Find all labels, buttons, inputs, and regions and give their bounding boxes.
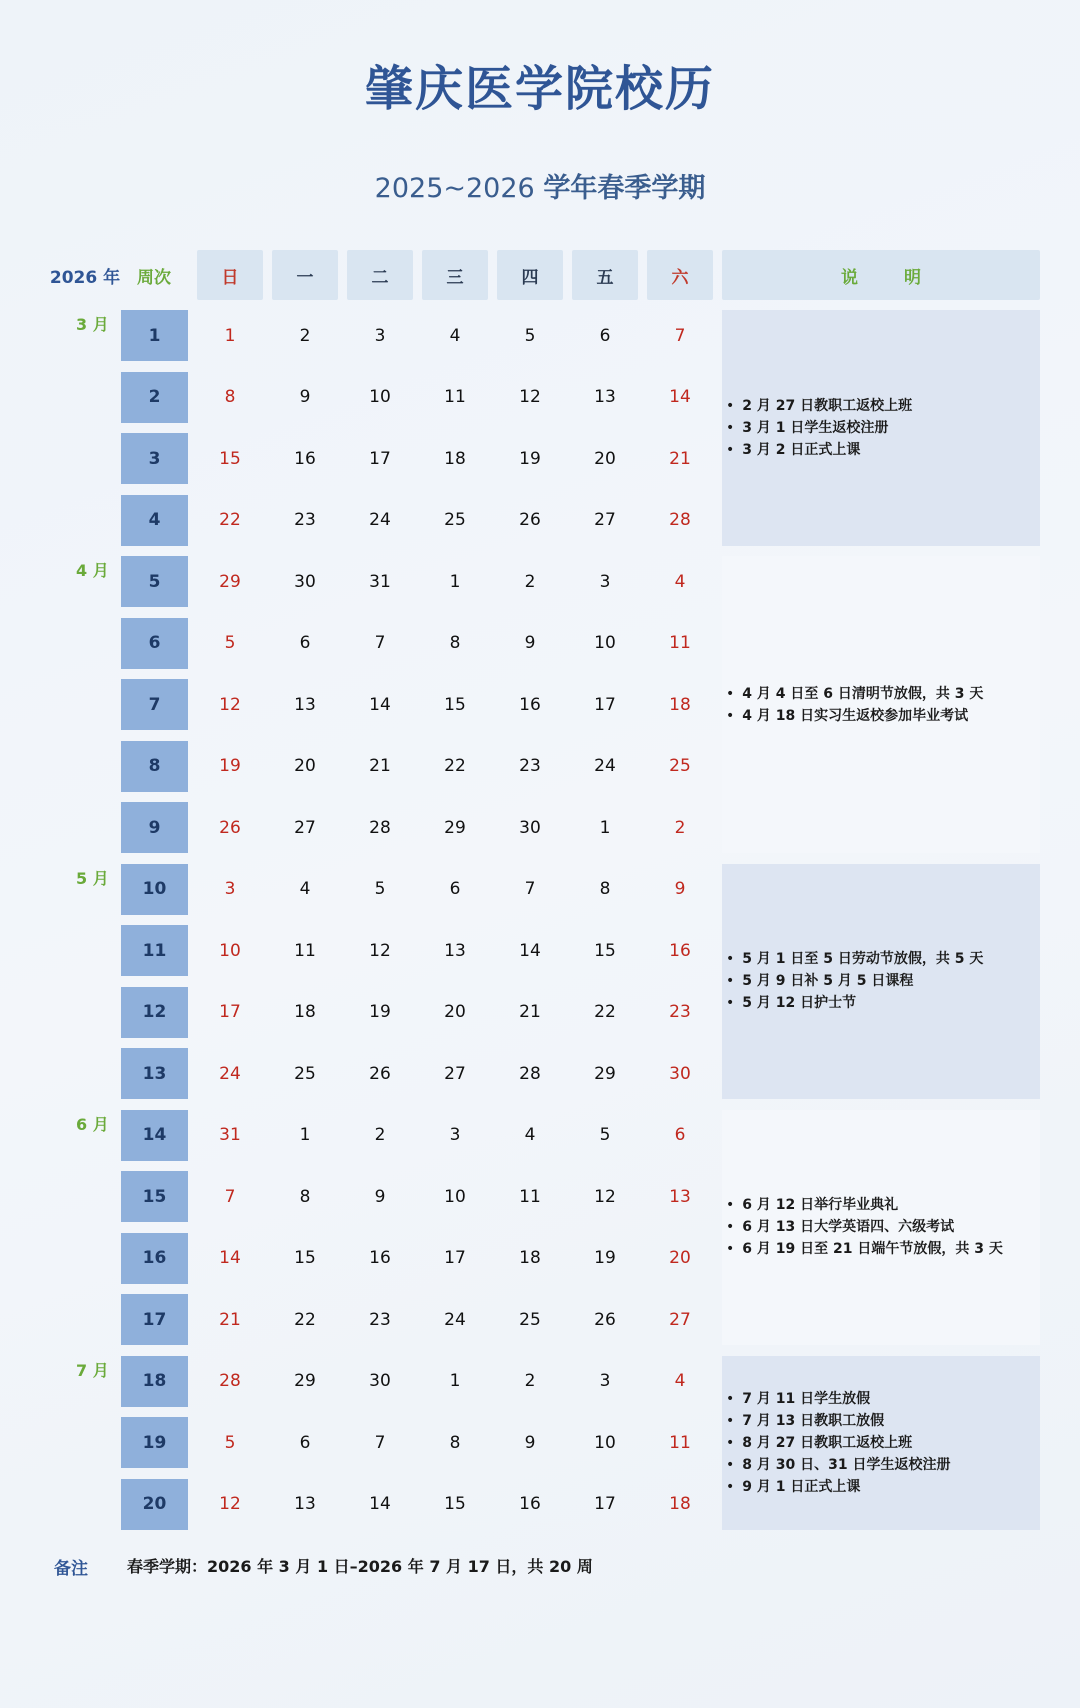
day-cell: 22 <box>444 756 466 776</box>
note-line: • 6 月 12 日举行毕业典礼 <box>726 1194 1040 1216</box>
day-cell: 27 <box>669 1309 691 1330</box>
day-cell: 27 <box>444 1063 466 1084</box>
day-cell: 9 <box>299 387 311 407</box>
day-cell: 30 <box>294 571 316 592</box>
day-cell: 17 <box>219 1002 241 1022</box>
day-cell: 13 <box>444 940 466 961</box>
month-label: 7 月 <box>76 1360 109 1380</box>
day-cell: 17 <box>444 1248 466 1268</box>
week-number: 5 <box>121 556 188 607</box>
day-cell: 6 <box>449 879 461 899</box>
day-cell: 2 <box>524 571 536 592</box>
day-cell: 8 <box>299 1186 311 1207</box>
day-cell: 20 <box>294 756 316 776</box>
week-number: 13 <box>121 1048 188 1099</box>
subtitle-year: 2025~2026 <box>374 173 535 204</box>
day-cell: 21 <box>369 756 391 776</box>
day-cell: 15 <box>219 448 241 469</box>
day-cell: 2 <box>674 817 686 838</box>
day-cell: 16 <box>519 1494 541 1514</box>
day-cell: 4 <box>674 1371 686 1391</box>
day-cell: 9 <box>524 1432 536 1453</box>
day-cell: 20 <box>669 1248 691 1268</box>
day-cell: 8 <box>599 879 611 899</box>
day-cell: 15 <box>444 1494 466 1514</box>
day-cell: 3 <box>224 879 236 899</box>
day-cell: 18 <box>519 1248 541 1268</box>
day-cell: 6 <box>299 633 311 653</box>
note-line: • 5 月 1 日至 5 日劳动节放假，共 5 天 <box>726 948 1040 970</box>
day-cell: 6 <box>674 1125 686 1145</box>
day-cell: 2 <box>299 325 311 346</box>
note-block <box>722 1110 1040 1346</box>
note-line: • 9 月 1 日正式上课 <box>726 1476 1040 1498</box>
day-cell: 15 <box>594 940 616 961</box>
day-cell: 9 <box>524 633 536 653</box>
week-number: 19 <box>121 1417 188 1468</box>
week-number: 1 <box>121 310 188 361</box>
week-number: 15 <box>121 1171 188 1222</box>
day-cell: 20 <box>444 1002 466 1022</box>
day-cell: 7 <box>374 1432 386 1453</box>
day-cell: 5 <box>224 633 236 653</box>
day-cell: 24 <box>444 1309 466 1330</box>
footer-label: 备注 <box>54 1559 88 1579</box>
page-subtitle <box>0 166 1080 205</box>
day-cell: 13 <box>594 387 616 407</box>
day-cell: 22 <box>594 1002 616 1022</box>
day-cell: 12 <box>369 940 391 961</box>
day-cell: 31 <box>219 1125 241 1145</box>
day-cell: 23 <box>369 1309 391 1330</box>
day-cell: 11 <box>444 387 466 407</box>
day-cell: 6 <box>599 325 611 346</box>
note-block <box>722 1356 1040 1530</box>
day-cell: 30 <box>669 1063 691 1084</box>
day-cell: 12 <box>219 694 241 715</box>
day-cell: 26 <box>519 510 541 530</box>
day-cell: 21 <box>669 448 691 469</box>
day-cell: 28 <box>519 1063 541 1084</box>
week-number: 4 <box>121 495 188 546</box>
day-cell: 14 <box>369 1494 391 1514</box>
day-cell: 11 <box>669 633 691 653</box>
day-cell: 9 <box>374 1186 386 1207</box>
day-cell: 16 <box>519 694 541 715</box>
week-number: 9 <box>121 802 188 853</box>
day-cell: 4 <box>449 325 461 346</box>
day-cell: 14 <box>369 694 391 715</box>
month-label: 6 月 <box>76 1114 109 1134</box>
note-line: • 3 月 2 日正式上课 <box>726 439 1040 461</box>
day-cell: 16 <box>369 1248 391 1268</box>
day-cell: 19 <box>519 448 541 469</box>
day-cell: 12 <box>519 387 541 407</box>
week-number: 18 <box>121 1356 188 1407</box>
day-cell: 11 <box>294 940 316 961</box>
week-number: 17 <box>121 1294 188 1345</box>
day-cell: 28 <box>669 510 691 530</box>
day-cell: 23 <box>669 1002 691 1022</box>
month-label: 5 月 <box>76 868 109 888</box>
day-cell: 23 <box>519 756 541 776</box>
footer-text: 春季学期：2026 年 3 月 1 日–2026 年 7 月 17 日，共 20 周 <box>127 1557 593 1576</box>
day-cell: 10 <box>594 1432 616 1453</box>
note-line: • 7 月 13 日教职工放假 <box>726 1410 1040 1432</box>
day-cell: 3 <box>599 1371 611 1391</box>
day-cell: 4 <box>524 1125 536 1145</box>
day-cell: 13 <box>294 694 316 715</box>
week-number: 20 <box>121 1479 188 1530</box>
day-cell: 1 <box>449 1371 461 1391</box>
day-cell: 11 <box>519 1186 541 1207</box>
day-cell: 18 <box>294 1002 316 1022</box>
day-cell: 19 <box>369 1002 391 1022</box>
note-line: • 8 月 27 日教职工返校上班 <box>726 1432 1040 1454</box>
day-cell: 18 <box>669 1494 691 1514</box>
week-number: 10 <box>121 864 188 915</box>
day-cell: 27 <box>294 817 316 838</box>
month-label: 3 月 <box>76 315 109 334</box>
day-cell: 18 <box>444 448 466 469</box>
day-cell: 25 <box>294 1063 316 1084</box>
note-line: • 4 月 18 日实习生返校参加毕业考试 <box>726 705 1040 727</box>
header-day-4: 四 <box>497 250 563 300</box>
day-cell: 30 <box>519 817 541 838</box>
day-cell: 3 <box>449 1125 461 1145</box>
note-line: • 6 月 19 日至 21 日端午节放假，共 3 天 <box>726 1238 1040 1260</box>
day-cell: 21 <box>519 1002 541 1022</box>
day-cell: 15 <box>444 694 466 715</box>
day-cell: 26 <box>219 817 241 838</box>
day-cell: 29 <box>219 571 241 592</box>
day-cell: 25 <box>519 1309 541 1330</box>
day-cell: 10 <box>444 1186 466 1207</box>
day-cell: 7 <box>674 325 686 346</box>
day-cell: 24 <box>369 510 391 530</box>
day-cell: 9 <box>674 879 686 899</box>
day-cell: 21 <box>219 1309 241 1330</box>
note-line: • 8 月 30 日、31 日学生返校注册 <box>726 1454 1040 1476</box>
day-cell: 5 <box>224 1432 236 1453</box>
day-cell: 29 <box>594 1063 616 1084</box>
day-cell: 1 <box>299 1125 311 1145</box>
day-cell: 8 <box>224 387 236 407</box>
day-cell: 16 <box>669 940 691 961</box>
day-cell: 31 <box>369 571 391 592</box>
day-cell: 5 <box>599 1125 611 1145</box>
day-cell: 12 <box>219 1494 241 1514</box>
day-cell: 30 <box>369 1371 391 1391</box>
note-block <box>722 310 1040 546</box>
week-number: 11 <box>121 925 188 976</box>
note-block <box>722 556 1040 853</box>
day-cell: 8 <box>449 633 461 653</box>
day-cell: 14 <box>519 940 541 961</box>
week-number: 6 <box>121 618 188 669</box>
day-cell: 4 <box>299 879 311 899</box>
week-number: 14 <box>121 1110 188 1161</box>
day-cell: 13 <box>294 1494 316 1514</box>
month-label: 4 月 <box>76 561 109 580</box>
day-cell: 22 <box>294 1309 316 1330</box>
day-cell: 19 <box>594 1248 616 1268</box>
header-year: 2026 年 <box>49 267 121 288</box>
day-cell: 10 <box>369 387 391 407</box>
subtitle-term: 学年春季学期 <box>543 173 706 204</box>
day-cell: 2 <box>524 1371 536 1391</box>
day-cell: 1 <box>449 571 461 592</box>
day-cell: 10 <box>594 633 616 653</box>
day-cell: 16 <box>294 448 316 469</box>
day-cell: 26 <box>594 1309 616 1330</box>
day-cell: 17 <box>369 448 391 469</box>
day-cell: 24 <box>219 1063 241 1084</box>
day-cell: 25 <box>444 510 466 530</box>
day-cell: 20 <box>594 448 616 469</box>
header-day-2: 二 <box>347 250 413 300</box>
week-number: 8 <box>121 741 188 792</box>
day-cell: 11 <box>669 1432 691 1453</box>
week-number: 16 <box>121 1233 188 1284</box>
week-number: 7 <box>121 679 188 730</box>
note-line: • 6 月 13 日大学英语四、六级考试 <box>726 1216 1040 1238</box>
day-cell: 24 <box>594 756 616 776</box>
day-cell: 28 <box>219 1371 241 1391</box>
day-cell: 1 <box>599 817 611 838</box>
day-cell: 28 <box>369 817 391 838</box>
note-line: • 5 月 9 日补 5 月 5 日课程 <box>726 970 1040 992</box>
day-cell: 18 <box>669 694 691 715</box>
day-cell: 4 <box>674 571 686 592</box>
day-cell: 5 <box>524 325 536 346</box>
day-cell: 15 <box>294 1248 316 1268</box>
note-line: • 3 月 1 日学生返校注册 <box>726 417 1040 439</box>
page-title: 肇庆医学院校历 <box>364 61 715 117</box>
day-cell: 14 <box>219 1248 241 1268</box>
note-line: • 2 月 27 日教职工返校上班 <box>726 395 1040 417</box>
day-cell: 14 <box>669 387 691 407</box>
header-day-3: 三 <box>422 250 488 300</box>
header-week: 周次 <box>137 267 171 288</box>
header-day-6: 六 <box>647 250 713 300</box>
day-cell: 3 <box>374 325 386 346</box>
day-cell: 19 <box>219 756 241 776</box>
day-cell: 29 <box>294 1371 316 1391</box>
note-line: • 5 月 12 日护士节 <box>726 992 1040 1014</box>
day-cell: 1 <box>224 325 236 346</box>
day-cell: 12 <box>594 1186 616 1207</box>
note-line: • 4 月 4 日至 6 日清明节放假，共 3 天 <box>726 683 1040 705</box>
note-block <box>722 864 1040 1100</box>
day-cell: 10 <box>219 940 241 961</box>
note-line: • 7 月 11 日学生放假 <box>726 1388 1040 1410</box>
header-day-5: 五 <box>572 250 638 300</box>
week-number: 12 <box>121 987 188 1038</box>
day-cell: 5 <box>374 879 386 899</box>
week-number: 2 <box>121 372 188 423</box>
day-cell: 17 <box>594 694 616 715</box>
day-cell: 23 <box>294 510 316 530</box>
day-cell: 27 <box>594 510 616 530</box>
week-number: 3 <box>121 433 188 484</box>
header-description: 说 明 <box>722 250 1040 300</box>
day-cell: 7 <box>224 1186 236 1207</box>
day-cell: 13 <box>669 1186 691 1207</box>
day-cell: 2 <box>374 1125 386 1145</box>
day-cell: 7 <box>524 879 536 899</box>
day-cell: 22 <box>219 510 241 530</box>
day-cell: 26 <box>369 1063 391 1084</box>
day-cell: 8 <box>449 1432 461 1453</box>
day-cell: 3 <box>599 571 611 592</box>
day-cell: 17 <box>594 1494 616 1514</box>
day-cell: 7 <box>374 633 386 653</box>
header-day-1: 一 <box>272 250 338 300</box>
day-cell: 25 <box>669 756 691 776</box>
day-cell: 6 <box>299 1432 311 1453</box>
header-day-0: 日 <box>197 250 263 300</box>
day-cell: 29 <box>444 817 466 838</box>
